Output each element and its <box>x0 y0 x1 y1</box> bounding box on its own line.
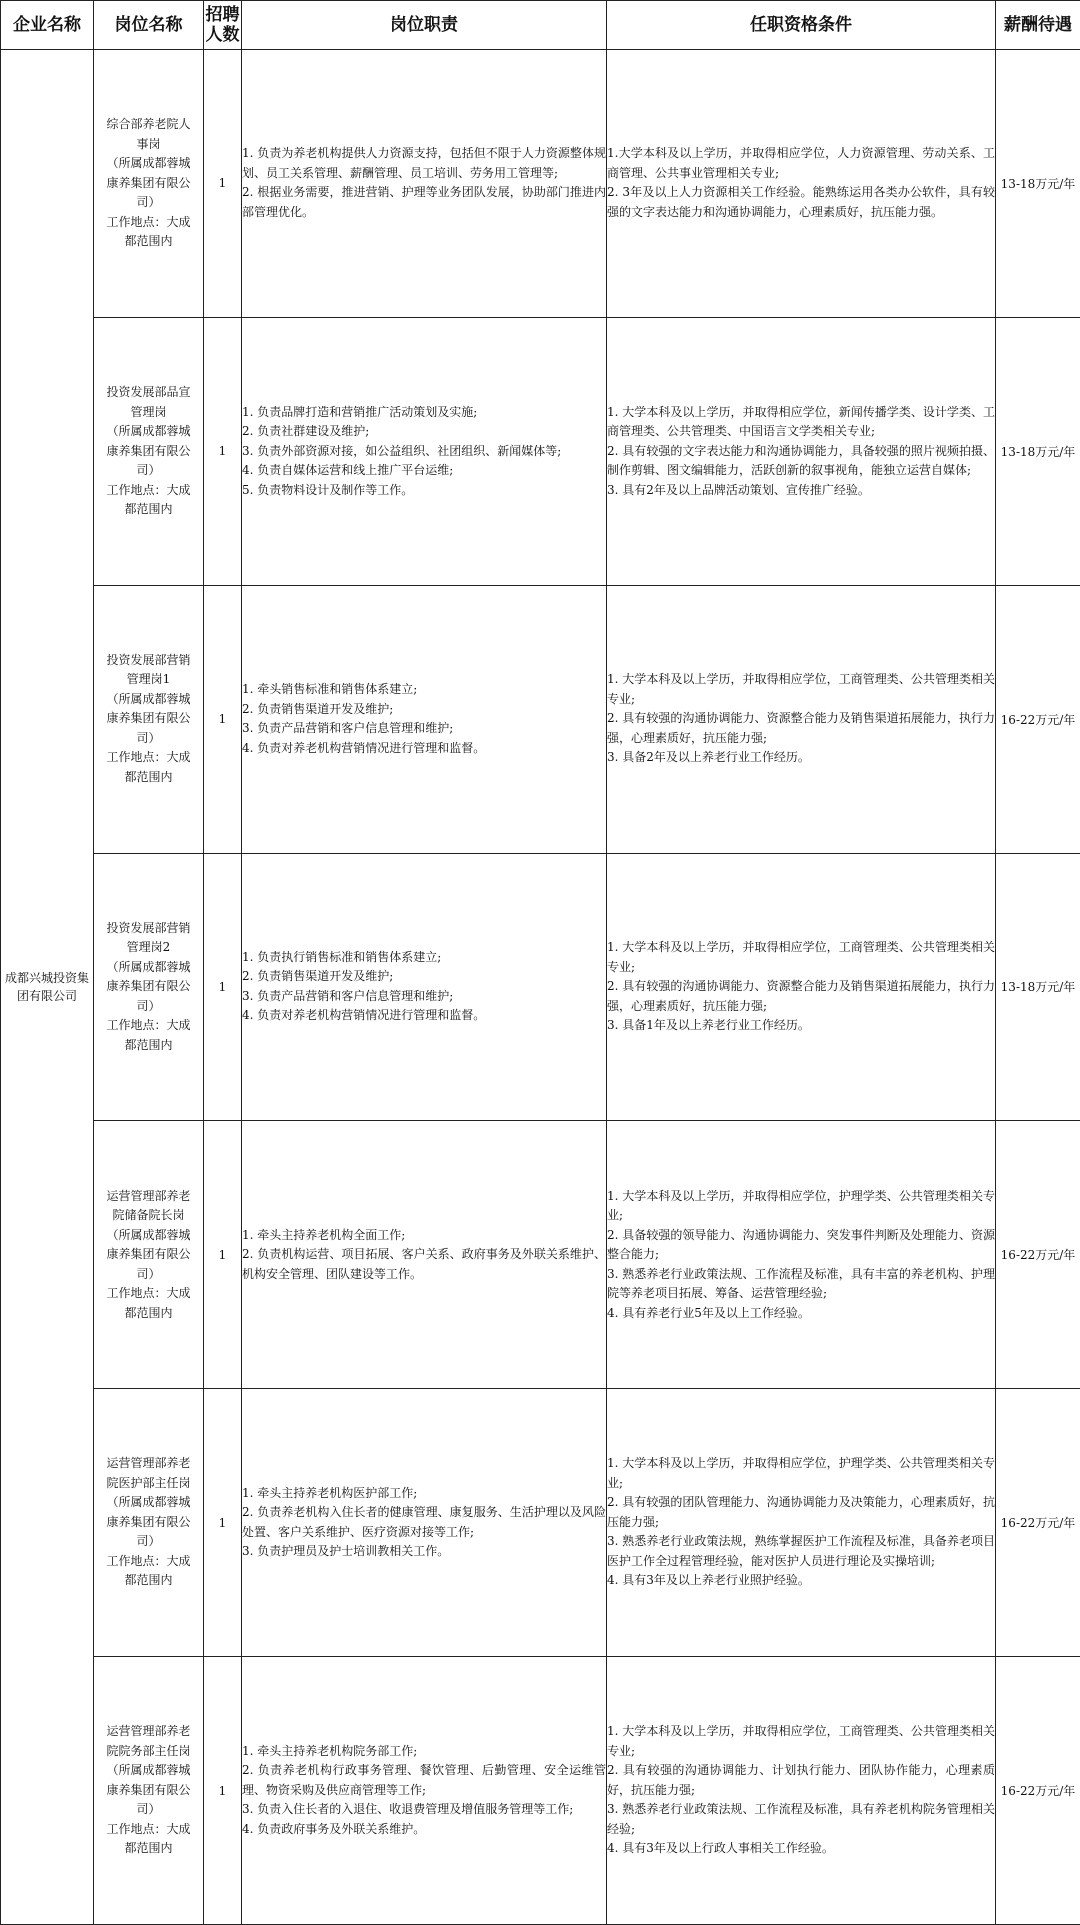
position-line: （所属成都蓉城 <box>106 424 191 439</box>
duty-item: 4. 负责政府事务及外联关系维护。 <box>242 1821 426 1836</box>
qualification-item: 4. 具有3年及以上养老行业照护经验。 <box>607 1573 810 1588</box>
position-line: 都范围内 <box>124 1573 173 1588</box>
salary-cell: 13-18万元/年 <box>996 317 1080 585</box>
position-line: 康养集团有限公 <box>106 175 191 190</box>
position-line: 管理岗1 <box>126 672 171 687</box>
duty-item: 1. 负责执行销售标准和销售体系建立; <box>242 949 442 964</box>
qualification-item: 1. 大学本科及以上学历，并取得相应学位，护理学类、公共管理类相关专业; <box>607 1456 995 1490</box>
duty-item: 1. 牵头主持养老机构医护部工作; <box>242 1485 418 1500</box>
qualifications-cell <box>607 853 996 1121</box>
qualification-item: 1. 大学本科及以上学历，并取得相应学位，工商管理类、公共管理类相关专业; <box>607 672 995 706</box>
header-qualifications: 任职资格条件 <box>607 1 996 50</box>
position-line: 工作地点：大成 <box>106 1018 191 1033</box>
hiring-count-cell: 1 <box>204 317 242 585</box>
duty-item: 2. 负责养老机构行政事务管理、餐饮管理、后勤管理、安全运维管理、物资采购及供应商管理等工作; <box>242 1763 606 1797</box>
position-line: 都范围内 <box>124 502 173 517</box>
qualification-item: 3. 熟悉养老行业政策法规、工作流程及标准，具有丰富的养老机构、护理院等养老项目拓展、筹备、运营管理经验; <box>607 1266 995 1301</box>
header-company: 企业名称 <box>1 1 94 50</box>
position-line: 司） <box>136 1802 161 1817</box>
position-cell <box>94 50 204 318</box>
hiring-count-cell: 1 <box>204 585 242 853</box>
duties-cell <box>242 317 607 585</box>
hiring-count-cell: 1 <box>204 1657 242 1925</box>
hiring-count-cell: 1 <box>204 1389 242 1657</box>
position-line: 司） <box>136 195 161 210</box>
qualification-item: 3. 具备1年及以上养老行业工作经历。 <box>607 1018 810 1033</box>
position-line: 院院务部主任岗 <box>106 1743 191 1758</box>
position-line: 运营管理部养老 <box>106 1456 191 1471</box>
duty-item: 2. 负责机构运营、项目拓展、客户关系、政府事务及外联关系维护、机构安全管理、团队建设等工作。 <box>242 1247 606 1281</box>
position-line: （所属成都蓉城 <box>106 691 191 706</box>
duty-item: 4. 负责自媒体运营和线上推广平台运维; <box>242 463 454 478</box>
duty-item: 1. 牵头主持养老机构院务部工作; <box>242 1743 418 1758</box>
qualification-item: 3. 熟悉养老行业政策法规、工作流程及标准，具有养老机构院务管理相关经验; <box>607 1802 995 1836</box>
position-line: 都范围内 <box>124 1841 173 1856</box>
position-line: 管理岗2 <box>126 940 171 955</box>
table-row <box>1 853 1080 1121</box>
duty-item: 4. 负责对养老机构营销情况进行管理和监督。 <box>242 1008 486 1023</box>
position-line: 院医护部主任岗 <box>106 1475 191 1490</box>
salary-cell: 16-22万元/年 <box>996 1389 1080 1657</box>
position-line: 司） <box>136 1266 161 1281</box>
position-line: 司） <box>136 1534 161 1549</box>
position-line: 工作地点：大成 <box>106 482 191 497</box>
position-line: 投资发展部品宣 <box>106 385 191 400</box>
duties-cell <box>242 1389 607 1657</box>
hiring-count-cell: 1 <box>204 1121 242 1389</box>
duties-cell <box>242 853 607 1121</box>
position-line: 工作地点：大成 <box>106 750 191 765</box>
duty-item: 2. 负责养老机构入住长者的健康管理、康复服务、生活护理以及风险处置、客户关系维护、医疗资源对接等工作; <box>242 1505 606 1539</box>
table-row <box>1 317 1080 585</box>
qualification-item: 2. 具有较强的文字表达能力和沟通协调能力，具备较强的照片视频拍摄、制作剪辑、图文编辑能力，活跃创新的叙事视角，能独立运营自媒体; <box>607 443 995 478</box>
position-line: （所属成都蓉城 <box>106 959 191 974</box>
position-line: 运营管理部养老 <box>106 1188 191 1203</box>
duty-item: 4. 负责对养老机构营销情况进行管理和监督。 <box>242 740 486 755</box>
position-line: （所属成都蓉城 <box>106 1763 191 1778</box>
duty-item: 1. 牵头销售标准和销售体系建立; <box>242 682 418 697</box>
qualifications-cell <box>607 1121 996 1389</box>
position-line: （所属成都蓉城 <box>106 1227 191 1242</box>
qualification-item: 2. 具备较强的领导能力、沟通协调能力、突发事件判断及处理能力、资源整合能力; <box>607 1227 995 1262</box>
qualifications-cell <box>607 50 996 318</box>
qualification-item: 4. 具有养老行业5年及以上工作经验。 <box>607 1305 810 1320</box>
qualification-item: 1. 大学本科及以上学历，并取得相应学位，工商管理类、公共管理类相关专业; <box>607 1724 995 1758</box>
salary-cell: 16-22万元/年 <box>996 1657 1080 1925</box>
position-line: 都范围内 <box>124 1305 173 1320</box>
position-line: （所属成都蓉城 <box>106 1495 191 1510</box>
duty-item: 1. 牵头主持养老机构全面工作; <box>242 1227 406 1242</box>
duty-item: 3. 负责护理员及护士培训教相关工作。 <box>242 1544 450 1559</box>
qualification-item: 2. 具有较强的沟通协调能力、资源整合能力及销售渠道拓展能力，执行力强，心理素质好，抗压能力强; <box>607 711 995 745</box>
position-cell <box>94 317 204 585</box>
qualification-item: 2. 具有较强的团队管理能力、沟通协调能力及决策能力，心理素质好，抗压能力强; <box>607 1495 995 1529</box>
table-row <box>1 50 1080 318</box>
duty-item: 3. 负责产品营销和客户信息管理和维护; <box>242 988 454 1003</box>
qualification-item: 2. 3年及以上人力资源相关工作经验。能熟练运用各类办公软件，具有较强的文字表达能力和沟通协调能力，心理素质好，抗压能力强。 <box>607 185 995 219</box>
position-line: 康养集团有限公 <box>106 1514 191 1529</box>
position-line: 康养集团有限公 <box>106 443 191 458</box>
qualification-item: 1.大学本科及以上学历，并取得相应学位，人力资源管理、劳动关系、工商管理、公共事业管理相关专业; <box>607 146 995 180</box>
qualifications-cell <box>607 1389 996 1657</box>
duties-cell <box>242 1121 607 1389</box>
position-line: 投资发展部营销 <box>106 920 191 935</box>
duty-item: 5. 负责物料设计及制作等工作。 <box>242 482 414 497</box>
position-line: 康养集团有限公 <box>106 711 191 726</box>
duties-cell <box>242 585 607 853</box>
position-line: 工作地点：大成 <box>106 1821 191 1836</box>
header-duties: 岗位职责 <box>242 1 607 50</box>
position-line: 康养集团有限公 <box>106 1782 191 1797</box>
table-body <box>1 50 1080 1925</box>
position-line: 都范围内 <box>124 234 173 249</box>
qualifications-cell <box>607 1657 996 1925</box>
duty-item: 2. 根据业务需要，推进营销、护理等业务团队发展，协助部门推进内部管理优化。 <box>242 185 606 219</box>
header-salary: 薪酬待遇 <box>996 1 1080 50</box>
duty-item: 2. 负责社群建设及维护; <box>242 424 370 439</box>
position-line: 投资发展部营销 <box>106 652 191 667</box>
position-line: 事岗 <box>136 136 161 151</box>
qualification-item: 3. 熟悉养老行业政策法规，熟练掌握医护工作流程及标准，具备养老项目医护工作全过程管理经验，能对医护人员进行理论及实操培训; <box>607 1534 995 1568</box>
duty-item: 2. 负责销售渠道开发及维护; <box>242 701 394 716</box>
position-line: 康养集团有限公 <box>106 1247 191 1262</box>
header-count-line1: 招聘 <box>205 5 240 25</box>
table-row <box>1 1121 1080 1389</box>
duty-item: 3. 负责入住长者的入退住、收退费管理及增值服务管理等工作; <box>242 1802 574 1817</box>
position-line: 综合部养老院人 <box>106 117 191 132</box>
qualification-item: 1. 大学本科及以上学历，并取得相应学位，工商管理类、公共管理类相关专业; <box>607 940 995 974</box>
salary-cell: 16-22万元/年 <box>996 585 1080 853</box>
company-name-cell: 成都兴城投资集团有限公司 <box>1 50 94 1925</box>
position-line: （所属成都蓉城 <box>106 156 191 171</box>
duty-item: 2. 负责销售渠道开发及维护; <box>242 969 394 984</box>
qualifications-cell <box>607 585 996 853</box>
table-row <box>1 1389 1080 1657</box>
table-header-row <box>1 1 1080 50</box>
position-line: 管理岗 <box>130 404 167 419</box>
position-cell <box>94 1121 204 1389</box>
duties-cell <box>242 1657 607 1925</box>
position-line: 工作地点：大成 <box>106 1286 191 1301</box>
table-row <box>1 585 1080 853</box>
header-position: 岗位名称 <box>94 1 204 50</box>
position-line: 都范围内 <box>124 1037 173 1052</box>
header-count <box>204 1 242 50</box>
position-line: 工作地点：大成 <box>106 1553 191 1568</box>
salary-cell: 13-18万元/年 <box>996 50 1080 318</box>
qualifications-cell <box>607 317 996 585</box>
position-cell <box>94 853 204 1121</box>
qualification-item: 1. 大学本科及以上学历，并取得相应学位，护理学类、公共管理类相关专业; <box>607 1188 995 1223</box>
duty-item: 3. 负责外部资源对接，如公益组织、社团组织、新闻媒体等; <box>242 443 562 458</box>
position-line: 司） <box>136 998 161 1013</box>
qualification-item: 3. 具有2年及以上品牌活动策划、宣传推广经验。 <box>607 482 870 497</box>
qualification-item: 3. 具备2年及以上养老行业工作经历。 <box>607 750 810 765</box>
hiring-count-cell: 1 <box>204 50 242 318</box>
hiring-count-cell: 1 <box>204 853 242 1121</box>
position-line: 司） <box>136 463 161 478</box>
duty-item: 1. 负责品牌打造和营销推广活动策划及实施; <box>242 404 478 419</box>
position-line: 运营管理部养老 <box>106 1724 191 1739</box>
position-line: 司） <box>136 730 161 745</box>
qualification-item: 1. 大学本科及以上学历，并取得相应学位，新闻传播学类、设计学类、工商管理类、公共管理类、中国语言文学类相关专业; <box>607 404 995 439</box>
table-row <box>1 1657 1080 1925</box>
duty-item: 3. 负责产品营销和客户信息管理和维护; <box>242 721 454 736</box>
header-count-line2: 人数 <box>205 25 240 45</box>
position-line: 都范围内 <box>124 769 173 784</box>
position-cell <box>94 1657 204 1925</box>
qualification-item: 2. 具有较强的沟通协调能力、资源整合能力及销售渠道拓展能力，执行力强，心理素质好，抗压能力强; <box>607 979 995 1013</box>
duty-item: 1. 负责为养老机构提供人力资源支持，包括但不限于人力资源整体规划、员工关系管理、薪酬管理、员工培训、劳务用工管理等; <box>242 146 606 180</box>
qualification-item: 4. 具有3年及以上行政人事相关工作经验。 <box>607 1841 834 1856</box>
salary-cell: 13-18万元/年 <box>996 853 1080 1121</box>
position-cell <box>94 585 204 853</box>
duties-cell <box>242 50 607 318</box>
qualification-item: 2. 具有较强的沟通协调能力、计划执行能力、团队协作能力，心理素质好，抗压能力强; <box>607 1763 995 1797</box>
position-cell <box>94 1389 204 1657</box>
position-line: 工作地点：大成 <box>106 214 191 229</box>
position-line: 康养集团有限公 <box>106 979 191 994</box>
salary-cell: 16-22万元/年 <box>996 1121 1080 1389</box>
position-line: 院储备院长岗 <box>112 1208 185 1223</box>
